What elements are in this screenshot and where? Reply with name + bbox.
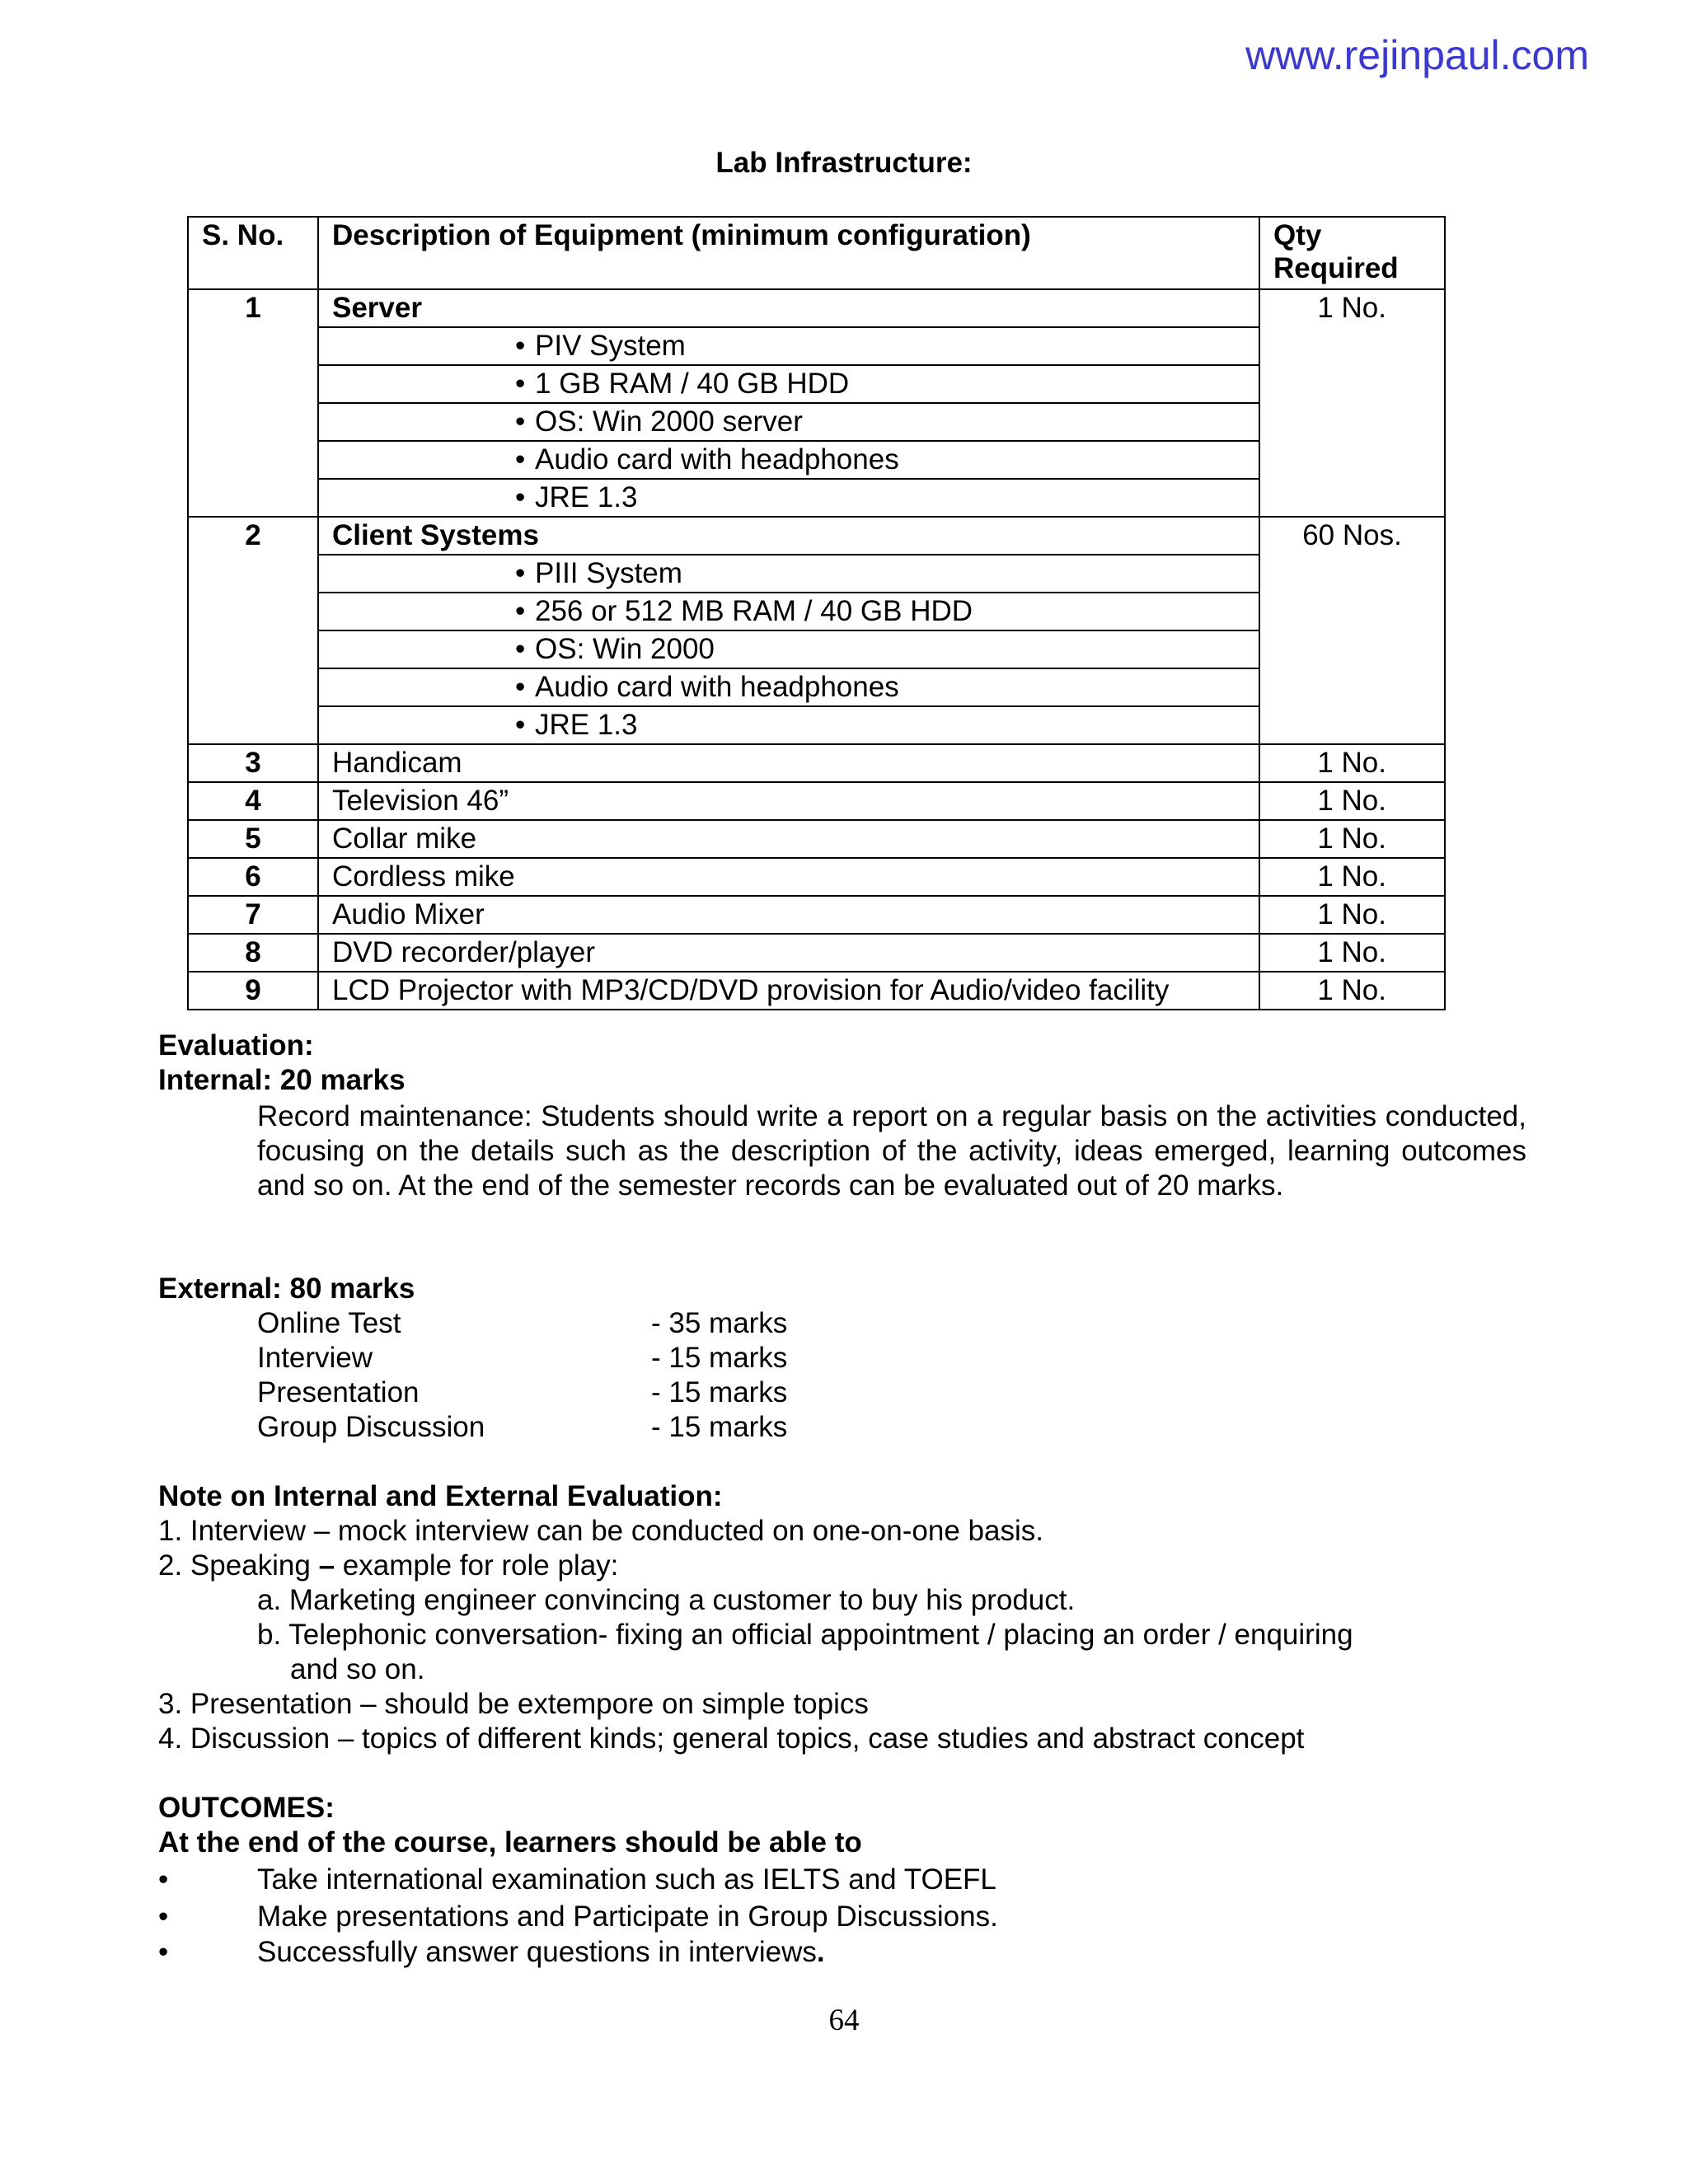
row-description: Handicam [318,744,1259,782]
watermark-link[interactable]: www.rejinpaul.com [1245,32,1589,78]
note-sub-b-line2: and so on. [290,1653,425,1685]
note-line-2-b: example for role play: [335,1549,619,1582]
note-line-2-dash: – [318,1549,335,1582]
row-number: 7 [188,896,318,934]
note-line-4: 4. Discussion – topics of different kinds; general topics, case studies and abstract concept [158,1722,1305,1755]
note-sub-a: a. Marketing engineer convincing a customer to buy his product. [257,1584,1076,1616]
table-row [188,896,1445,934]
outcome-item: Take international examination such as IELTS and TOEFL [257,1863,996,1896]
row-number: 3 [188,744,318,782]
row-number: 1 [188,289,318,517]
equipment-table [187,216,1446,1010]
group-name: Server [318,289,1259,327]
page-number: 64 [828,2004,860,2037]
spec-item [318,668,1259,706]
table-row [188,327,1445,365]
table-row [188,630,1445,668]
spec-text: OS: Win 2000 [535,633,715,665]
row-qty: 1 No. [1259,858,1445,896]
internal-description: Record maintenance: Students should write a report on a regular basis on the activities conducted, focusing on the details such as the description of the activity, ideas emerged, learning outcomes and so on. At the end of the semester records can be evaluated out of 20 marks. [257,1100,1526,1202]
spec-text: 1 GB RAM / 40 GB HDD [535,368,850,400]
bullet-icon: • [515,557,526,589]
table-row [188,289,1445,327]
bullet-icon: • [515,481,526,513]
table-row [188,820,1445,858]
bullet-icon: • [158,1863,169,1896]
evaluation-heading: Evaluation: [158,1029,314,1062]
table-row [188,668,1445,706]
spec-text: JRE 1.3 [535,481,638,513]
table-row [188,517,1445,555]
table-row [188,972,1445,1010]
bullet-icon: • [515,709,526,741]
spec-text: 256 or 512 MB RAM / 40 GB HDD [535,595,973,627]
row-qty: 1 No. [1259,820,1445,858]
external-item-value: - 15 marks [651,1376,788,1408]
note-line-1: 1. Interview – mock interview can be conducted on one-on-one basis. [158,1515,1043,1547]
spec-item [318,479,1259,517]
bullet-icon: • [158,1900,169,1933]
external-item-label: Online Test [257,1307,401,1339]
row-qty: 1 No. [1259,972,1445,1010]
spec-item [318,403,1259,441]
row-description: Collar mike [318,820,1259,858]
header-description: Description of Equipment (minimum configuration) [318,217,1259,289]
header-qty-line1: Qty [1273,219,1322,251]
row-number: 8 [188,934,318,972]
bullet-icon: • [515,368,526,400]
spec-item [318,365,1259,403]
spec-text: OS: Win 2000 server [535,405,803,438]
table-row [188,782,1445,820]
external-item-label: Interview [257,1342,373,1374]
row-number: 2 [188,517,318,744]
row-qty: 60 Nos. [1259,517,1445,744]
table-row [188,706,1445,744]
bullet-icon: • [515,671,526,703]
group-name: Client Systems [318,517,1259,555]
external-heading: External: 80 marks [158,1272,415,1305]
table-row [188,403,1445,441]
header-qty [1259,217,1445,289]
row-description: Television 46” [318,782,1259,820]
outcome-item-text: Successfully answer questions in interviews [257,1936,817,1968]
row-qty: 1 No. [1259,896,1445,934]
outcomes-heading: OUTCOMES: [158,1792,335,1824]
table-header-row [188,217,1445,289]
row-number: 4 [188,782,318,820]
table-row [188,365,1445,403]
external-item-value: - 35 marks [651,1307,788,1339]
table-row [188,441,1445,479]
table-row [188,858,1445,896]
internal-heading: Internal: 20 marks [158,1064,406,1096]
external-item-value: - 15 marks [651,1342,788,1374]
table-row [188,479,1445,517]
row-description: Cordless mike [318,858,1259,896]
row-qty: 1 No. [1259,934,1445,972]
row-qty: 1 No. [1259,289,1445,517]
bullet-icon: • [515,633,526,665]
spec-text: JRE 1.3 [535,709,638,741]
outcome-item-period: . [816,1936,825,1968]
outcome-item: Make presentations and Participate in Group Discussions. [257,1900,998,1933]
row-number: 6 [188,858,318,896]
table-row [188,555,1445,593]
row-description: DVD recorder/player [318,934,1259,972]
outcomes-subheading: At the end of the course, learners should be able to [158,1826,862,1858]
spec-text: PIII System [535,557,682,589]
table-row [188,934,1445,972]
outcome-item [257,1935,825,1970]
spec-item [318,630,1259,668]
note-line-2 [158,1549,618,1583]
bullet-icon: • [515,330,526,362]
table-row [188,744,1445,782]
header-sno: S. No. [188,217,318,289]
note-sub-b-line1: b. Telephonic conversation- fixing an official appointment / placing an order / enquiring [257,1619,1353,1651]
bullet-icon: • [515,595,526,627]
spec-item [318,327,1259,365]
row-qty: 1 No. [1259,744,1445,782]
header-qty-line2: Required [1273,252,1399,284]
row-description: LCD Projector with MP3/CD/DVD provision for Audio/video facility [318,972,1259,1010]
note-line-3: 3. Presentation – should be extempore on simple topics [158,1688,869,1720]
spec-item [318,555,1259,593]
row-description: Audio Mixer [318,896,1259,934]
note-heading: Note on Internal and External Evaluation: [158,1480,723,1512]
page-title: Lab Infrastructure: [715,147,973,179]
external-item-value: - 15 marks [651,1411,788,1443]
note-line-2-a: 2. Speaking [158,1549,319,1582]
bullet-icon: • [515,443,526,476]
spec-text: PIV System [535,330,686,362]
bullet-icon: • [515,405,526,438]
external-item-label: Presentation [257,1376,420,1408]
spec-item [318,593,1259,630]
external-item-label: Group Discussion [257,1411,485,1443]
spec-item [318,441,1259,479]
spec-text: Audio card with headphones [535,671,899,703]
spec-item [318,706,1259,744]
table-row [188,593,1445,630]
spec-text: Audio card with headphones [535,443,899,476]
bullet-icon: • [158,1936,169,1968]
row-number: 9 [188,972,318,1010]
row-qty: 1 No. [1259,782,1445,820]
row-number: 5 [188,820,318,858]
